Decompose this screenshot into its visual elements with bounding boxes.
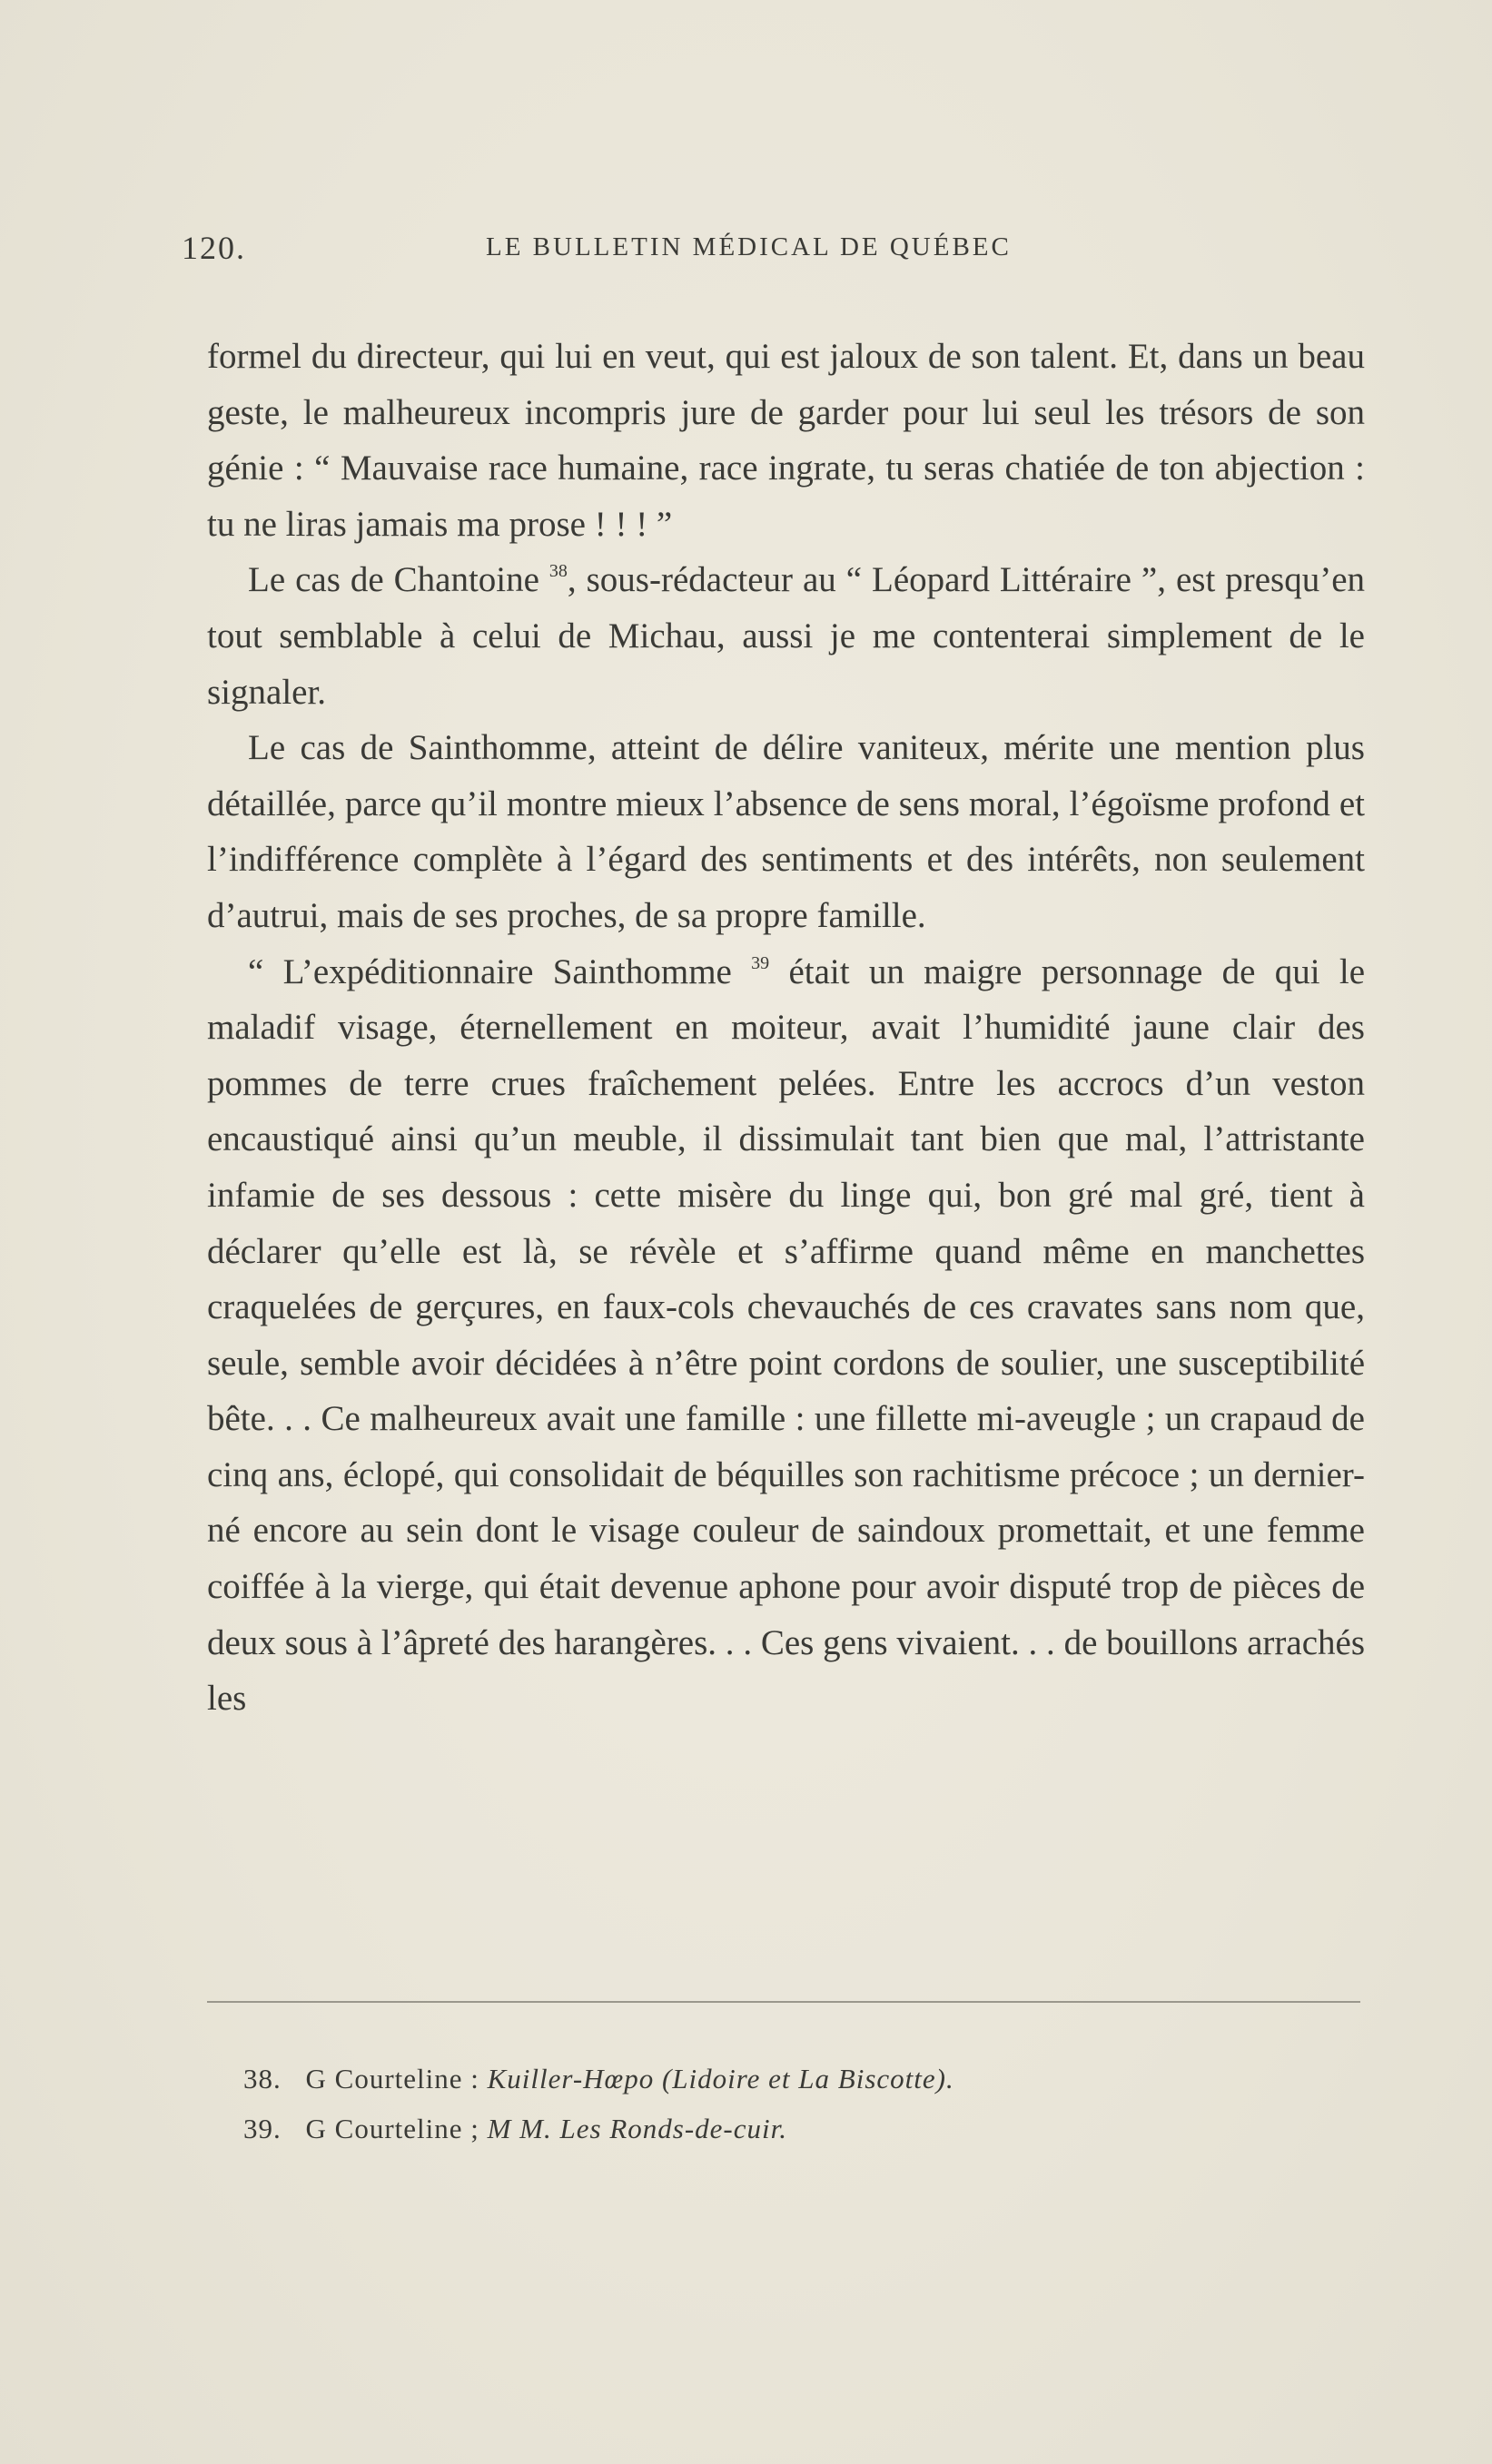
footnote-number: 39. bbox=[243, 2113, 282, 2144]
body-text bbox=[207, 329, 1365, 1727]
paragraph-1: formel du directeur, qui lui en veut, qui est jaloux de son talent. Et, dans un beau geste, le malheureux incompris jure de garder pour lui seul les trésors de son génie : “ Mauvaise race humaine, race ingrate, tu seras chatiée de ton abjection : tu ne liras jamais ma prose ! ! ! ” bbox=[207, 337, 1365, 544]
footnote-title: M M. Les Ronds-de-cuir. bbox=[487, 2113, 787, 2144]
footnote-number: 38. bbox=[243, 2063, 282, 2094]
page-number: 120. bbox=[182, 230, 246, 266]
running-title: LE BULLETIN MÉDICAL DE QUÉBEC bbox=[486, 232, 1012, 261]
paragraph-3: Le cas de Sainthomme, atteint de délire vaniteux, mérite une mention plus détaillée, parce qu’il montre mieux l’absence de sens moral, l’égoïsme profond et l’indifférence complète à l’égard des sentiments et des intérêts, non seulement d’autrui, mais de ses proches, de sa propre famille. bbox=[207, 728, 1365, 935]
paragraph-2-text-b: , sous-rédacteur au “ Léopard Littéraire ”, est presqu’en tout semblable à celui de Michau, aussi je me contenterai simplement de le signaler. bbox=[207, 560, 1366, 712]
footnote-ref-39: 39 bbox=[751, 952, 770, 973]
footnote-title: Kuiller-Hœpo (Lidoire et La Biscotte). bbox=[487, 2063, 954, 2094]
paragraph-4 bbox=[207, 944, 1365, 1727]
paragraph-2-text-a: Le cas de Chantoine bbox=[248, 560, 539, 600]
paragraph-4-text-a: “ L’expéditionnaire Sainthomme bbox=[248, 951, 732, 991]
footnote-author: G Courteline : bbox=[305, 2063, 479, 2094]
footnote-38 bbox=[243, 2054, 1242, 2104]
footnote-ref-38: 38 bbox=[548, 561, 568, 582]
page-header bbox=[182, 229, 1362, 274]
footnote-author: G Courteline ; bbox=[305, 2113, 479, 2144]
footnote-divider bbox=[207, 2001, 1360, 2003]
paragraph-2 bbox=[207, 552, 1365, 720]
footnotes bbox=[243, 2054, 1242, 2154]
footnote-39 bbox=[243, 2104, 1242, 2154]
paragraph-4-text-b: était un maigre personnage de qui le maladif visage, éternellement en moiteur, avait l’humidité jaune clair des pommes de terre crues fraîchement pelées. Entre les accrocs d’un veston encaustiqué ainsi qu’un meuble, il dissimulait tant bien que mal, l’attristante infamie de ses dessous : cette misère du linge qui, bon gré mal gré, tient à déclarer qu’elle est là, se révèle et s’affirme quand même en manchettes craquelées de gerçures, en faux-cols chevauchés de ces cravates sans nom que, seule, semble avoir décidées à n’être point cordons de soulier, une susceptibilité bête. . . Ce malheureux avait une famille : une fillette mi-aveugle ; un crapaud de cinq ans, éclopé, qui consolidait de béquilles son rachitisme précoce ; un dernier-né encore au sein dont le visage couleur de saindoux promettait, et une femme coiffée à la vierge, qui était devenue aphone pour avoir disputé trop de pièces de deux sous à l’âpreté des harangères. . . Ces gens vivaient. . . de bouillons arrachés les bbox=[207, 951, 1366, 1719]
